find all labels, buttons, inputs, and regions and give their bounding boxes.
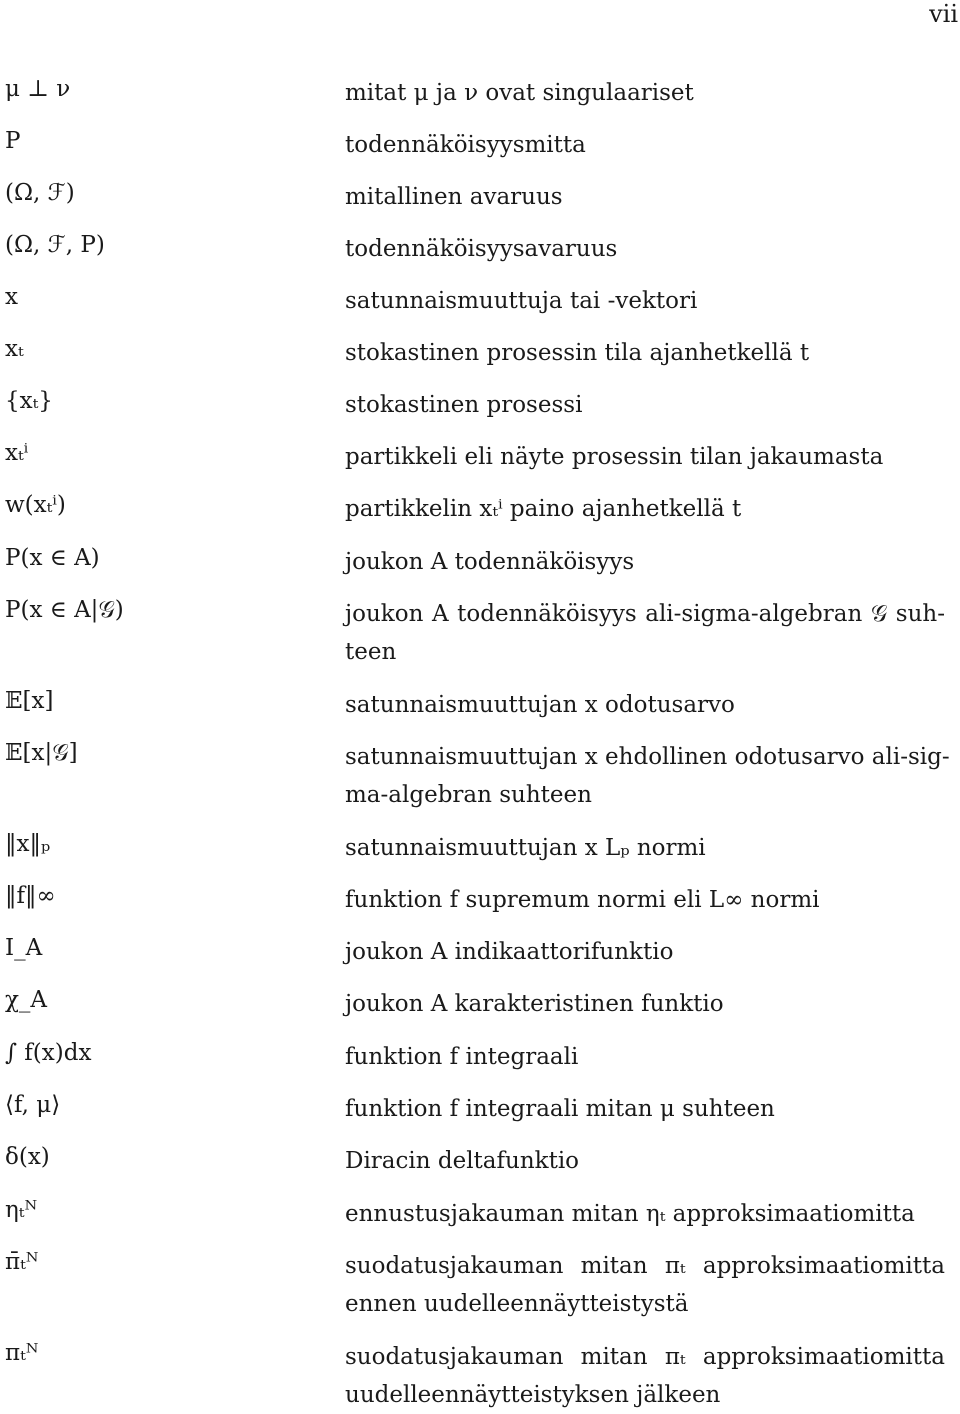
description — [345, 738, 950, 814]
symbol: 𝔼[x|𝒢] — [5, 740, 78, 766]
symbol: xₜⁱ — [5, 440, 29, 466]
description — [345, 1038, 945, 1076]
symbol: P(x ∈ A|𝒢) — [5, 597, 124, 623]
description-line: joukon A todennäköisyys ali-sigma-algebran 𝒢 suh- — [345, 601, 945, 627]
symbol: μ ⊥ ν — [5, 76, 71, 102]
description-line: Diracin deltafunktio — [345, 1148, 580, 1174]
description — [345, 1090, 945, 1128]
description-line: mitat μ ja ν ovat singulaariset — [345, 80, 694, 106]
description-line: joukon A indikaattorifunktio — [345, 939, 674, 965]
description-line: teen — [345, 639, 397, 665]
description — [345, 230, 945, 268]
description-line: stokastinen prosessi — [345, 392, 583, 418]
description-line: joukon A todennäköisyys — [345, 549, 635, 575]
description-line: satunnaismuuttujan x ehdollinen odotusarvo ali-sig- — [345, 744, 950, 770]
description — [345, 829, 945, 867]
symbol: x — [5, 284, 18, 310]
description — [345, 1247, 945, 1323]
symbol: πₜᴺ — [5, 1340, 39, 1366]
description-line: ennen uudelleennäytteistystä — [345, 1291, 689, 1317]
description-line: satunnaismuuttujan x odotusarvo — [345, 692, 735, 718]
description — [345, 933, 945, 971]
description-line: todennäköisyysavaruus — [345, 236, 618, 262]
symbol: π̄ₜᴺ — [5, 1249, 39, 1275]
symbol: ηₜᴺ — [5, 1197, 38, 1223]
description-line: funktion f integraali — [345, 1044, 579, 1070]
description — [345, 543, 945, 581]
description — [345, 595, 945, 671]
description-line: uudelleennäytteistyksen jälkeen — [345, 1382, 721, 1408]
description-line: partikkelin xₜⁱ paino ajanhetkellä t — [345, 496, 742, 522]
symbol: χ_A — [5, 987, 48, 1013]
description — [345, 1338, 945, 1414]
description-line: stokastinen prosessin tila ajanhetkellä t — [345, 340, 810, 366]
description-line: todennäköisyysmitta — [345, 132, 586, 158]
description — [345, 985, 945, 1023]
symbol: xₜ — [5, 336, 24, 362]
description — [345, 881, 945, 919]
symbol: {xₜ} — [5, 388, 53, 414]
symbol: P(x ∈ A) — [5, 545, 100, 571]
description — [345, 74, 945, 112]
description-line: ennustusjakauman mitan ηₜ approksimaatiomitta — [345, 1201, 915, 1227]
symbol: δ(x) — [5, 1144, 50, 1170]
symbol: w(xₜⁱ) — [5, 492, 66, 518]
description — [345, 282, 945, 320]
symbol: ‖f‖∞ — [5, 883, 56, 909]
description-line: mitallinen avaruus — [345, 184, 563, 210]
symbol: P — [5, 128, 21, 154]
description-line: funktion f supremum normi eli L∞ normi — [345, 887, 820, 913]
description — [345, 334, 945, 372]
description — [345, 1142, 945, 1180]
description-line: ma-algebran suhteen — [345, 782, 592, 808]
symbol: 𝔼[x] — [5, 688, 54, 714]
symbol: (Ω, ℱ, P) — [5, 232, 105, 258]
description — [345, 490, 945, 528]
description — [345, 1195, 945, 1233]
symbol: ∫ f(x)dx — [5, 1040, 92, 1066]
description-line: satunnaismuuttujan x Lₚ normi — [345, 835, 706, 861]
symbol: ⟨f, μ⟩ — [5, 1092, 61, 1118]
description — [345, 126, 945, 164]
symbol: (Ω, ℱ) — [5, 180, 75, 206]
description-line: suodatusjakauman mitan πₜ approksimaatiomitta — [345, 1253, 945, 1279]
description-line: satunnaismuuttuja tai -vektori — [345, 288, 698, 314]
description-line: partikkeli eli näyte prosessin tilan jakaumasta — [345, 444, 884, 470]
description — [345, 178, 945, 216]
description — [345, 438, 945, 476]
page-number: vii — [929, 0, 958, 28]
description — [345, 386, 945, 424]
description-line: suodatusjakauman mitan πₜ approksimaatiomitta — [345, 1344, 945, 1370]
symbol: I_A — [5, 935, 43, 961]
symbol: ‖x‖ₚ — [5, 831, 51, 857]
description — [345, 686, 945, 724]
description-line: funktion f integraali mitan μ suhteen — [345, 1096, 775, 1122]
description-line: joukon A karakteristinen funktio — [345, 991, 724, 1017]
